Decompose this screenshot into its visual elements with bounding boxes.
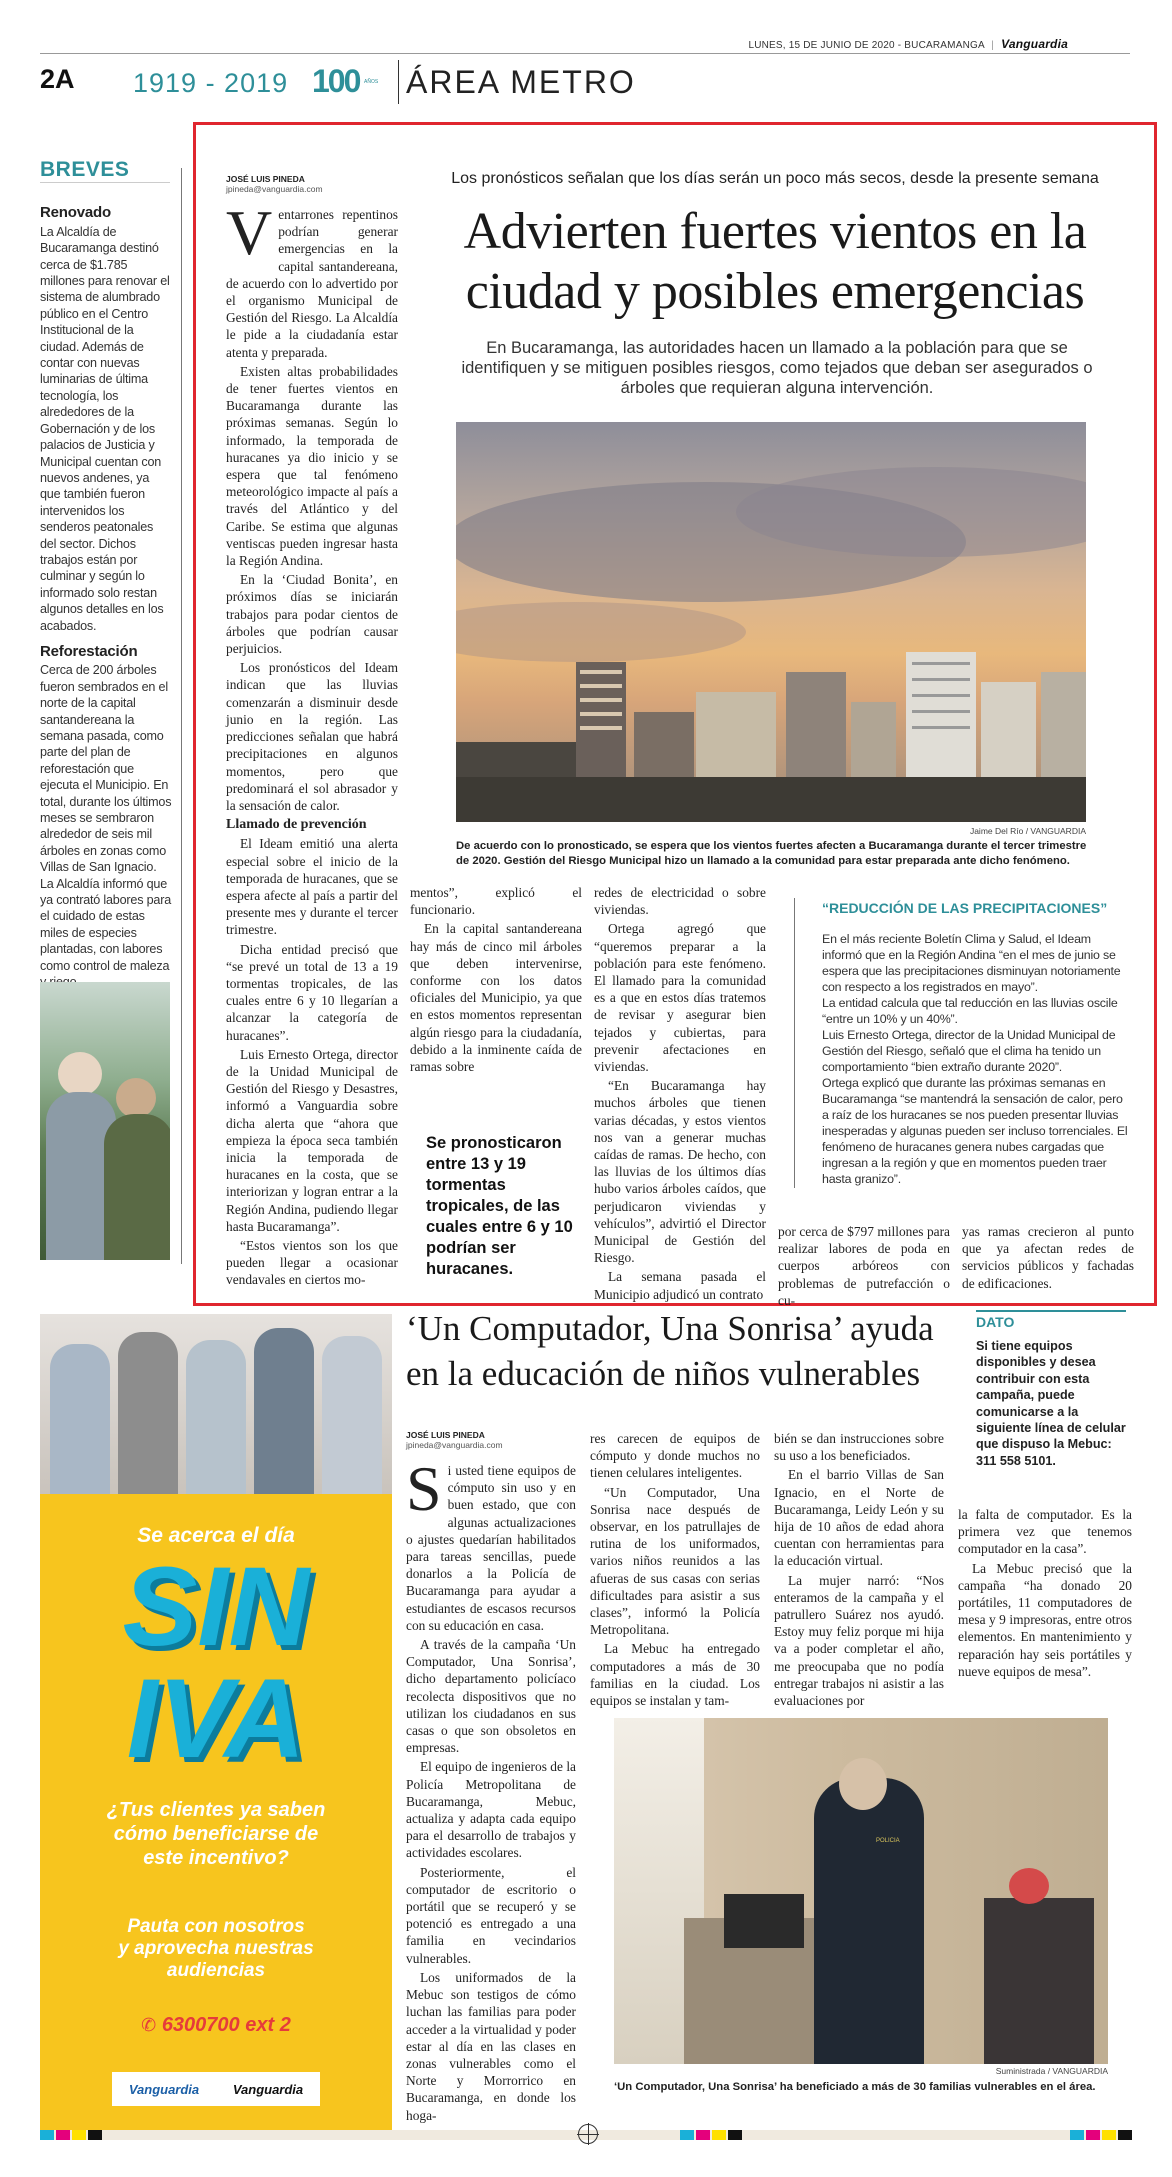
article1-headline: Advierten fuertes vientos en la ciudad y posibles emergencias <box>463 203 1087 320</box>
article1-col5-para-1: yas ramas crecieron al punto que ya afectan redes de servicios públicos y fachadas de edificaciones. <box>962 1224 1134 1291</box>
ad-phone[interactable] <box>40 2014 392 2037</box>
article2-author: JOSÉ LUIS PINEDA <box>406 1430 485 1440</box>
article2-email: jpineda@vanguardia.com <box>406 1440 503 1450</box>
ad-logo-2: Vanguardia <box>232 2081 304 2097</box>
article2-col2-para-3: La Mebuc ha entregado computadores a más de 30 familias en la ciudad. Los equipos se instalan y tam- <box>590 1641 760 1709</box>
article1-col1-para-8: “Estos vientos son los que pueden llegar a ocasionar vendavales en ciertos mo- <box>226 1237 398 1288</box>
precipitation-box-para-4: Ortega explicó que durante las próximas semanas en Bucaramanga “se mantendrá la sensación de calor, pero a raíz de los huracanes se nos pueden presentar lluvias inesperadas y algunas pueden ser incluso torrenciales. El fenómeno de huracanes genera nubes cargadas que ingresan a la región y que en momentos pueden traer hasta granizo”. <box>822 1076 1128 1186</box>
ad-pitch <box>40 1916 392 1982</box>
article1-col1-para-7: Luis Ernesto Ortega, director de la Unidad Municipal de Gestión del Riesgo y Desastres, informó a Vanguardia sobre dicha alerta que “ahora que empieza la época seca también inicia la temporada de huracanes en la costa, que se interiorizan y logran entrar a la Región Andina, pudiendo llegar hasta Bucaramanga”. <box>226 1046 398 1234</box>
brief-title-2: Reforestación <box>40 642 138 660</box>
ad-pitch-3: audiencias <box>166 1960 266 1981</box>
article1-col1-para-5: El Ideam emitió una alerta especial sobre el inicio de la temporada de huracanes, que se espera afecte al país a partir del presente mes y durante el tercer trimestre. <box>226 836 398 938</box>
sidebar-bracket <box>176 168 182 1264</box>
brief-text-1: La Alcaldía de Bucaramanga destinó cerca de $1.785 millones para renovar el sistema de alumbrado público en el Centro Institucional de la ciudad. Además de contar con nuevas luminarias de última tecnología, los alrededores de la Gobernación y de los palacios de Justicia y Municipal cuentan con nuevos andenes, ya que también fueron intervenidos los senderos peatonales del sector. Dichos trabajos están por culminar y según lo informado solo restan algunos detalles en los acabados. <box>40 224 170 633</box>
ad-photo <box>40 1314 392 1494</box>
article1-col1-para-3: En la ‘Ciudad Bonita’, en próximos días se iniciarán trabajos para podar cientos de árboles que podrían causar perjuicios. <box>226 572 398 657</box>
dato-rule <box>976 1310 1126 1312</box>
police-badge: POLICIA <box>876 1838 900 1844</box>
article2-headline: ‘Un Computador, Una Sonrisa’ ayuda en la educación de niños vulnerables <box>406 1309 934 1393</box>
article1-byline <box>226 174 376 194</box>
photo-officer-head <box>839 1758 887 1810</box>
article1-col2-para-2: En la capital santandereana hay más de cinco mil árboles que deben intervenirse, conforme con los datos oficiales del Municipio, ya que en estos momentos representan algún riesgo para la ciudadanía, debido a la inminente caída de ramas sobre <box>410 921 582 1075</box>
swatch-black-1 <box>40 2130 54 2140</box>
article1-column-4 <box>778 1223 950 1311</box>
phone-icon: ✆ <box>141 2015 157 2035</box>
precipitation-box-para-3: Luis Ernesto Ortega, director de la Unidad Municipal de Gestión del Riesgo, señaló que el clima ha tenido un comportamiento “bien extraño durante 2020”. <box>822 1028 1116 1074</box>
swatch-cyan-3 <box>1070 2130 1084 2140</box>
article2-byline <box>406 1430 566 1450</box>
swatch-magenta-1 <box>56 2130 70 2140</box>
swatch-cyan-2 <box>680 2130 694 2140</box>
swatch-key-2 <box>728 2130 742 2140</box>
article1-col3-para-3: “En Bucaramanga hay muchos árboles que tienen varias décadas, y estos vientos nos van a generar muchas caídas de ramas. De hecho, con las lluvias de los últimos días hubo varios árboles caídos, que perjudicaron viviendas y vehículos”, advirtió el Director Municipal de Gestión del Riesgo. <box>594 1078 766 1266</box>
ad-logo-bar <box>112 2072 320 2106</box>
swatch-key-1 <box>88 2130 102 2140</box>
article2-col2-para-1: res carecen de equipos de cómputo y donde muchos no tienen celulares inteligentes. <box>590 1431 760 1481</box>
dateline-text: LUNES, 15 DE JUNIO DE 2020 - BUCARAMANGA <box>748 40 985 51</box>
article1-subhead: Llamado de prevención <box>226 817 367 833</box>
article2-column-2 <box>590 1430 760 1711</box>
ad-tagline: Se acerca el día <box>137 1524 295 1547</box>
ad-phone-number: 6300700 ext 2 <box>161 2014 291 2036</box>
photo-monitor <box>724 1894 804 1948</box>
header-rule <box>40 53 1130 54</box>
section-divider <box>398 60 399 104</box>
article1-column-3 <box>594 884 766 1305</box>
breves-column <box>40 158 172 991</box>
swatch-yellow-3 <box>1102 2130 1116 2140</box>
photo-officer <box>814 1778 924 2064</box>
article2-caption: ‘Un Computador, Una Sonrisa’ ha beneficiado a más de 30 familias vulnerables en el área. <box>614 2081 1096 2093</box>
page-number: 2A <box>40 64 75 94</box>
photo-shelf <box>984 1898 1094 2064</box>
photo-person-2 <box>116 1078 156 1118</box>
ad-person-5 <box>322 1336 382 1494</box>
article2-column-1 <box>406 1453 576 2126</box>
brand-small: Vanguardia <box>1001 37 1068 51</box>
crosshair-icon <box>578 2124 598 2144</box>
article1-column-1 <box>226 197 398 1291</box>
article1-col3-para-1: redes de electricidad o sobre viviendas. <box>594 885 766 918</box>
article1-author: JOSÉ LUIS PINEDA <box>226 174 305 184</box>
article1-col2-para-1: mentos”, explicó el funcionario. <box>410 885 582 918</box>
article1-col3-para-2: Ortega agregó que “queremos preparar a la población para este fenómeno. El llamado para la comunidad es a que en estos días tratemos de revisar y asegurar bien tejados y cubiertas, para prevenir afectaciones en viviendas. <box>594 921 766 1075</box>
centennial-years: 1919 - 2019 <box>133 68 289 98</box>
breves-photo <box>40 982 170 1260</box>
article2-column-3 <box>774 1430 944 1711</box>
dato-box <box>976 1310 1132 1469</box>
photo-toy <box>1009 1868 1049 1904</box>
ad-person-1 <box>50 1344 110 1494</box>
article1-col1-para-2: Existen altas probabilidades de tener fuertes vientos en Bucaramanga durante las próximas semanas. Según lo informado, la temporada de huracanes ya dio inicio y se espera que tal fenómeno meteorológico impacte al país a través del Atlántico y del Caribe. Se estima que algunas ventiscas pueden ingresar hasta la Región Andina. <box>226 363 398 569</box>
brief-title-1: Renovado <box>40 204 111 222</box>
article2-col1-para-1: i usted tiene equipos de cómputo sin uso y en buen estado, que con algunas actualizaciones o ajustes quedarían habilitados para tareas sencillas, puede donarlos a la Policía de Bucaramanga para ayudar a estudiantes de escasos recursos con su educación en casa. <box>406 1463 576 1633</box>
article1-email: jpineda@vanguardia.com <box>226 184 323 194</box>
swatch-magenta-2 <box>696 2130 710 2140</box>
article1-caption: De acuerdo con lo pronosticado, se espera que los vientos fuertes afecten a Bucaramanga durante el tercer trimestre de 2020. Gestión del Riesgo Municipal hizo un llamado a la comunidad para estar preparada ante dicho fenómeno. <box>456 840 1087 867</box>
precipitation-box-title: “REDUCCIÓN DE LAS PRECIPITACIONES” <box>822 900 1108 916</box>
article2-col3-para-1: bién se dan instrucciones sobre su uso a los beneficiados. <box>774 1431 944 1464</box>
ad-question-3: este incentivo? <box>143 1847 289 1869</box>
sin-iva-ad[interactable] <box>40 1314 392 2138</box>
article2-col1-para-3: El equipo de ingenieros de la Policía Metropolitana de Bucaramanga, Mebuc, actualiza y adapta cada equipo para el desarrollo de trabajos y actividades escolares. <box>406 1759 576 1861</box>
precipitation-box-para-1: En el más reciente Boletín Clima y Salud, el Ideam informó que en la Región Andina “en el mes de junio se espera que las precipitaciones disminuyan notoriamente con respecto a los registrados en mayo”. <box>822 932 1121 994</box>
article1-pullquote: Se pronosticaron entre 13 y 19 tormentas tropicales, de las cuales entre 6 y 10 podrían ser huracanes. <box>426 1134 573 1278</box>
section-title: ÁREA METRO <box>406 64 636 100</box>
breves-rule <box>40 182 170 183</box>
police-photo <box>614 1718 1108 2064</box>
photo-person-2-body <box>104 1114 170 1260</box>
article1-kicker: Los pronósticos señalan que los días serán un poco más secos, desde la presente semana <box>451 170 1099 187</box>
centennial-number: 100 <box>312 63 360 99</box>
article1-col3-para-4: La semana pasada el Municipio adjudicó un contrato <box>594 1269 766 1302</box>
article2-col2-para-2: “Un Computador, Una Sonrisa nace después de observar, en los patrullajes de rutina de los uniformados, varios niños reunidos a las afueras de sus casas con serias dificultades para asistir a sus clases”, informó la Policía Metropolitana. <box>590 1484 760 1638</box>
article1-col1-para-4: Los pronósticos del Ideam indican que las lluvias comenzarán a disminuir desde junio en la región. Las predicciones señalan que habrá precipitaciones en algunos momentos, pero que predominará el sol abrasador y la sensación de calor. <box>226 660 398 813</box>
sunset-photo <box>456 422 1086 822</box>
ad-question-2: cómo beneficiarse de <box>113 1823 319 1845</box>
ad-logo-1: Vanguardia <box>128 2081 200 2097</box>
article2-col3-para-2: En el barrio Villas de San Ignacio, en el Norte de Bucaramanga, Leidy León y su hija de 10 años de edad ahora cuentan con herramientas para la educación virtual. <box>774 1467 944 1569</box>
breves-heading: BREVES <box>40 158 130 181</box>
swatch-key-3 <box>1118 2130 1132 2140</box>
article2-col1-para-4: Posteriormente, el computador de escritorio o portátil que se recuperó y se potenció es entregado a una familia en vecindarios vulnerables. <box>406 1864 576 1966</box>
article2-col3-para-3: La mujer narró: “Nos enteramos de la campaña y el patrullero Suárez nos ayudó. Estoy muy feliz porque mi hija va a poder completar el año, me preocupaba que no podía entregar trabajos ni asistir a las evaluaciones por <box>774 1572 944 1709</box>
swatch-yellow-1 <box>72 2130 86 2140</box>
article1-column-2 <box>410 884 582 1077</box>
precipitation-box-text <box>822 931 1132 1187</box>
article1-photo-credit: Jaime Del Río / VANGUARDIA <box>969 826 1086 836</box>
ad-sin: SIN <box>122 1544 310 1669</box>
centennial-word: AÑOS <box>364 79 379 85</box>
city-skyline <box>456 422 1086 822</box>
ad-person-4 <box>254 1328 314 1494</box>
ad-question-1: ¿Tus clientes ya saben <box>106 1799 326 1821</box>
dato-text: Si tiene equipos disponibles y desea contribuir con esta campaña, puede comunicarse a la siguiente línea de celular que dispuso la Mebuc: 311 558 5101. <box>976 1339 1126 1468</box>
article1-col4-para-1: por cerca de $797 millones para realizar labores de poda en cuerpos arbóreos con problemas de putrefacción o cu- <box>778 1224 950 1308</box>
ad-person-2 <box>118 1332 178 1494</box>
article1-dropcap: V <box>226 197 273 268</box>
swatch-magenta-3 <box>1086 2130 1100 2140</box>
article2-col4-para-2: La Mebuc precisó que la campaña “ha donado 20 portátiles, 11 computadores de mesa y 9 impresoras, entre otros elementos. En mantenimiento y reparación hay seis portátiles y nueve equipos de mesa”. <box>958 1560 1132 1679</box>
article2-photo-credit: Suministrada / VANGUARDIA <box>995 2066 1108 2076</box>
ad-question <box>40 1798 392 1870</box>
precipitation-box-para-2: La entidad calcula que tal reducción en las lluvias oscile “entre un 10% y un 40%”. <box>822 996 1118 1026</box>
dateline: LUNES, 15 DE JUNIO DE 2020 - BUCARAMANGA | Vanguardia <box>748 37 1068 51</box>
article2-column-4 <box>958 1506 1132 1682</box>
article2-dropcap: S <box>406 1453 442 1524</box>
article2-col1-para-5: Los uniformados de la Mebuc son testigos de cómo luchan las familias para poder acceder a la virtualidad y poder estar al día en las clases en zonas vulnerables como el Norte y Morrorrico en Bucaramanga, en donde los hoga- <box>406 1969 576 2123</box>
ad-iva: IVA <box>126 1656 306 1781</box>
centennial-logo <box>312 64 390 98</box>
photo-person-1 <box>58 1052 102 1096</box>
article2-col4-para-1: la falta de computador. Es la primera vez que tenemos computador en la casa”. <box>958 1507 1132 1557</box>
dato-title: DATO <box>976 1314 1015 1330</box>
article1-col1-para-6: Dicha entidad precisó que “se prevé un total de 13 a 19 tormentas tropicales, de las cuales entre 6 y 10 llegarían a alcanzar la categoría de huracanes”. <box>226 941 398 1043</box>
ad-person-3 <box>186 1340 246 1494</box>
article2-col1-para-2: A través de la campaña ‘Un Computador, Una Sonrisa’, dicho departamento policíaco recolecta dispositivos que no utilizan los ciudadanos en sus casas o que son obsoletos en empresas. <box>406 1637 576 1756</box>
article1-col1-para-1: entarrones repentinos podrían generar emergencias en la capital santandereana, de acuerdo con lo advertido por el organismo Municipal de Gestión del Riesgo. La Alcaldía le pide a la ciudadanía estar atenta y preparada. <box>226 207 398 360</box>
swatch-yellow-2 <box>712 2130 726 2140</box>
ad-pitch-2: y aprovecha nuestras <box>118 1938 314 1959</box>
precipitation-box-bracket <box>794 898 802 1188</box>
article1-column-5 <box>962 1223 1134 1294</box>
brief-text-2: Cerca de 200 árboles fueron sembrados en el norte de la capital santandereana la semana pasada, como parte del plan de reforestación que ejecuta el Municipio. En total, durante los últimos meses se sembraron alrededor de seis mil árboles en zonas como Villas de San Ignacio. La Alcaldía informó que ya contrató labores para el cuidado de estas miles de especies plantadas, con labores como control de maleza <box>40 663 172 973</box>
article1-deck: En Bucaramanga, las autoridades hacen un llamado a la población para que se identifiquen y se mitiguen posibles riesgos, como tejados que deban ser asegurados o árboles que requieran alguna intervención. <box>461 339 1093 397</box>
ad-pitch-1: Pauta con nosotros <box>127 1916 305 1937</box>
